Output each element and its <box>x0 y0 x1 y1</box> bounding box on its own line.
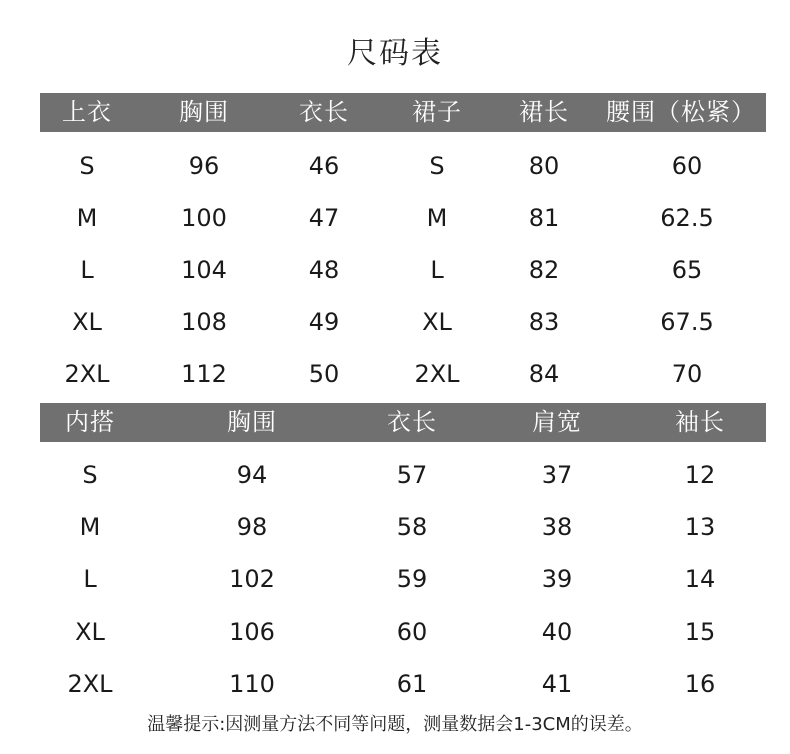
table1-cell: 112 <box>181 360 227 388</box>
table1-row <box>40 250 766 290</box>
table1-cell: 2XL <box>414 360 460 388</box>
table1-cell: 60 <box>671 152 703 180</box>
table1-cell: 81 <box>528 204 560 232</box>
table1-cell: XL <box>422 308 452 336</box>
table1-cell: 80 <box>528 152 560 180</box>
table1-header-skirt-length: 裙长 <box>519 98 569 126</box>
table2-cell: 16 <box>684 670 716 698</box>
table2-cell: S <box>82 461 98 489</box>
table1-cell: L <box>80 256 94 284</box>
table2-header-sleeve: 袖长 <box>675 408 725 436</box>
table2-cell: 13 <box>684 513 716 541</box>
table1-cell: 108 <box>181 308 227 336</box>
table2-cell: M <box>79 513 101 541</box>
table2-cell: 14 <box>684 565 716 593</box>
table2-cell: L <box>83 565 97 593</box>
table2-header-inner: 内搭 <box>65 408 115 436</box>
table2-cell: 102 <box>229 565 275 593</box>
table1-cell: M <box>76 204 98 232</box>
table1-cell: 47 <box>308 204 340 232</box>
table1-cell: 62.5 <box>660 204 714 232</box>
table1-cell: 96 <box>188 152 220 180</box>
table1-cell: 84 <box>528 360 560 388</box>
table1-header-skirt: 裙子 <box>412 98 462 126</box>
table2-header-shoulder: 肩宽 <box>532 408 582 436</box>
table1-cell: 46 <box>308 152 340 180</box>
table1-header-top: 上衣 <box>62 98 112 126</box>
table2-cell: 40 <box>541 618 573 646</box>
table1-row <box>40 354 766 394</box>
table1-header-waist: 腰围（松紧） <box>606 98 756 126</box>
table1-header-chest: 胸围 <box>179 98 229 126</box>
table2-cell: 60 <box>396 618 428 646</box>
table1-row <box>40 302 766 342</box>
table1-cell: 67.5 <box>660 308 714 336</box>
table2-cell: 38 <box>541 513 573 541</box>
table2-cell: 58 <box>396 513 428 541</box>
table1-cell: 70 <box>671 360 703 388</box>
table2-cell: 12 <box>684 461 716 489</box>
table2-cell: 41 <box>541 670 573 698</box>
table1-cell: 48 <box>308 256 340 284</box>
table2-cell: 39 <box>541 565 573 593</box>
table1-cell: 50 <box>308 360 340 388</box>
table1-cell: S <box>79 152 95 180</box>
table1-cell: M <box>426 204 448 232</box>
table2-row <box>40 664 766 704</box>
table1-cell: 49 <box>308 308 340 336</box>
table1-cell: 82 <box>528 256 560 284</box>
table1-header-length: 衣长 <box>299 98 349 126</box>
table1-cell: L <box>430 256 444 284</box>
table1-cell: S <box>429 152 445 180</box>
table2-cell: 2XL <box>67 670 113 698</box>
table1-cell: 100 <box>181 204 227 232</box>
table2-row <box>40 612 766 652</box>
table2-cell: 15 <box>684 618 716 646</box>
table1-cell: 2XL <box>64 360 110 388</box>
table2-header-chest: 胸围 <box>227 408 277 436</box>
table2-cell: 106 <box>229 618 275 646</box>
table2-cell: 59 <box>396 565 428 593</box>
table1-cell: 83 <box>528 308 560 336</box>
table2-cell: 57 <box>396 461 428 489</box>
table2-cell: XL <box>75 618 105 646</box>
table2-cell: 37 <box>541 461 573 489</box>
table2-row <box>40 507 766 547</box>
table2-row <box>40 455 766 495</box>
measurement-note: 温馨提示:因测量方法不同等问题，测量数据会1-3CM的误差。 <box>147 714 643 735</box>
table2-cell: 110 <box>229 670 275 698</box>
table2-header-length: 衣长 <box>387 408 437 436</box>
table2-cell: 61 <box>396 670 428 698</box>
table1-header-bar <box>40 93 766 132</box>
table1-row <box>40 146 766 186</box>
table2-cell: 94 <box>236 461 268 489</box>
table1-cell: 104 <box>181 256 227 284</box>
table2-header-bar <box>40 403 766 442</box>
table1-cell: XL <box>72 308 102 336</box>
table2-cell: 98 <box>236 513 268 541</box>
table2-row <box>40 559 766 599</box>
table1-cell: 65 <box>671 256 703 284</box>
page-title: 尺码表 <box>347 36 443 71</box>
table1-row <box>40 198 766 238</box>
